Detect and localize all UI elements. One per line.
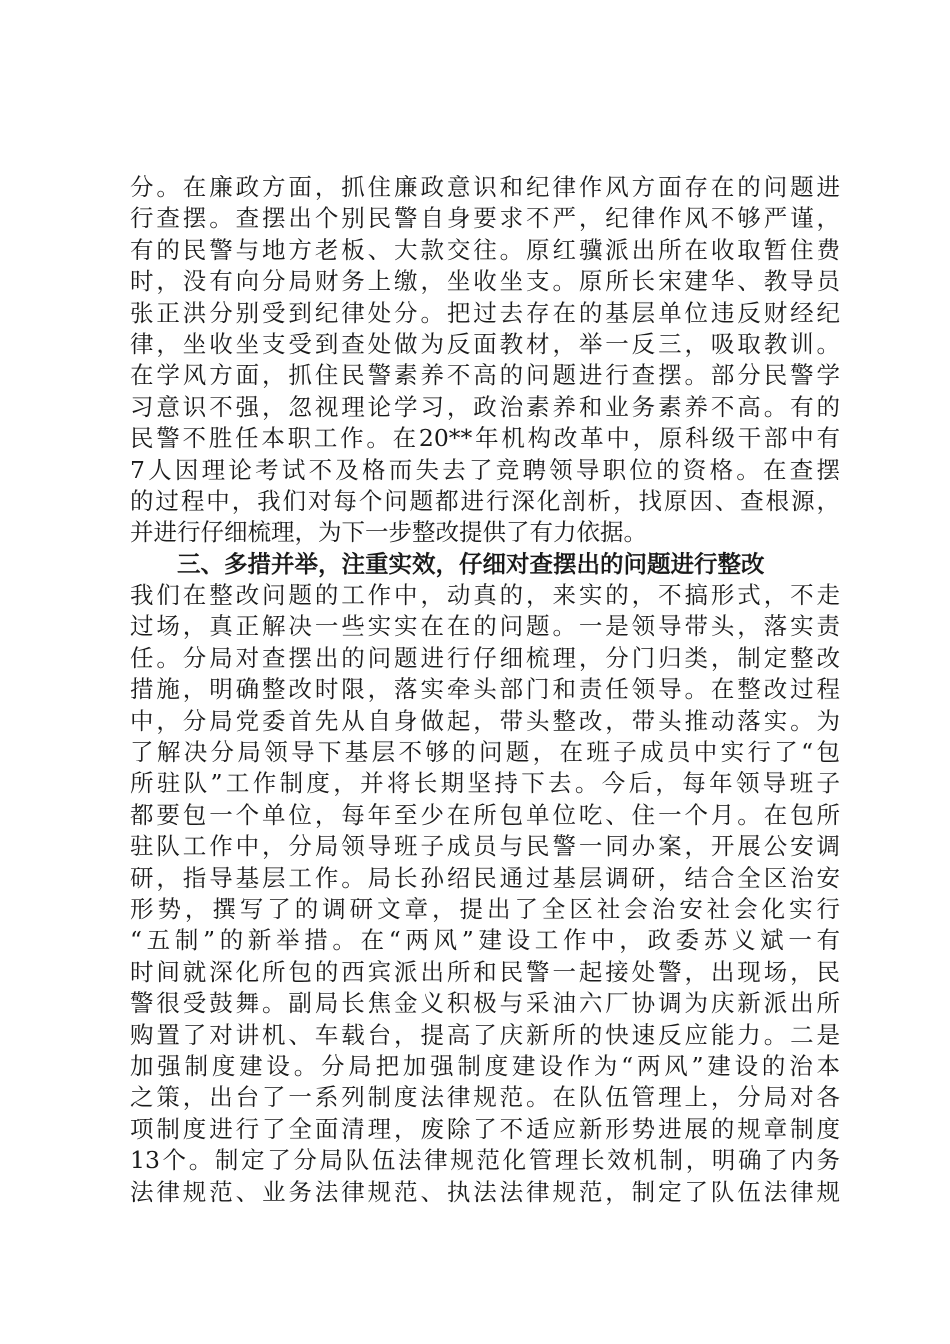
paragraph-1	[130, 172, 840, 549]
text-line: 习意识不强，忽视理论学习，政治素养和业务素养不高。有的	[130, 392, 840, 421]
text-line: 张正洪分别受到纪律处分。把过去存在的基层单位违反财经纪	[130, 298, 840, 327]
section-heading: 三、多措并举，注重实效，仔细对查摆出的问题进行整改	[177, 549, 765, 578]
text-line: 中，分局党委首先从自身做起，带头整改，带头推动落实。为	[130, 706, 840, 735]
text-line: 任。分局对查摆出的问题进行仔细梳理，分门归类，制定整改	[130, 643, 840, 672]
text-line: “五制”的新举措。在“两风”建设工作中，政委苏义斌一有	[130, 926, 840, 955]
text-line: 研，指导基层工作。局长孙绍民通过基层调研，结合全区治安	[130, 863, 840, 892]
text-line: 并进行仔细梳理，为下一步整改提供了有力依据。	[130, 518, 647, 547]
text-line: 之策，出台了一系列制度法律规范。在队伍管理上，分局对各	[130, 1083, 840, 1112]
text-line: 形势，撰写了的调研文章，提出了全区社会治安社会化实行	[130, 894, 840, 923]
text-line: 所驻队”工作制度，并将长期坚持下去。今后，每年领导班子	[130, 769, 840, 798]
text-line: 7人因理论考试不及格而失去了竞聘领导职位的资格。在查摆	[130, 455, 840, 484]
document-body	[130, 172, 840, 1208]
text-line: 我们在整改问题的工作中，动真的，来实的，不搞形式，不走	[130, 581, 840, 610]
text-line: 民警不胜任本职工作。在20**年机构改革中，原科级干部中有	[130, 424, 840, 453]
text-line: 项制度进行了全面清理，废除了不适应新形势进展的规章制度	[130, 1114, 840, 1143]
text-line: 加强制度建设。分局把加强制度建设作为“两风”建设的治本	[130, 1051, 840, 1080]
text-line: 行查摆。查摆出个别民警自身要求不严，纪律作风不够严谨，	[130, 204, 840, 233]
text-line: 都要包一个单位，每年至少在所包单位吃、住一个月。在包所	[130, 800, 840, 829]
text-line: 时，没有向分局财务上缴，坐收坐支。原所长宋建华、教导员	[130, 267, 840, 296]
text-line: 律，坐收坐支受到查处做为反面教材，举一反三，吸取教训。	[130, 329, 840, 358]
text-line: 购置了对讲机、车载台，提高了庆新所的快速反应能力。二是	[130, 1020, 840, 1049]
text-line: 分。在廉政方面，抓住廉政意识和纪律作风方面存在的问题进	[130, 173, 840, 201]
paragraph-2	[130, 580, 840, 1208]
text-line: 时间就深化所包的西宾派出所和民警一起接处警，出现场，民	[130, 957, 840, 986]
text-line: 在学风方面，抓住民警素养不高的问题进行查摆。部分民警学	[130, 361, 840, 390]
text-line: 的过程中，我们对每个问题都进行深化剖析，找原因、查根源，	[130, 486, 840, 515]
text-line: 13个。制定了分局队伍法律规范化管理长效机制，明确了内务	[130, 1146, 840, 1175]
text-line: 措施，明确整改时限，落实牵头部门和责任领导。在整改过程	[130, 675, 840, 704]
text-line: 过场，真正解决一些实实在在的问题。一是领导带头，落实责	[130, 612, 840, 641]
text-line: 有的民警与地方老板、大款交往。原红骥派出所在收取暂住费	[130, 235, 840, 264]
text-line: 警很受鼓舞。副局长焦金义积极与采油六厂协调为庆新派出所	[130, 989, 840, 1018]
text-line: 驻队工作中，分局领导班子成员与民警一同办案，开展公安调	[130, 832, 840, 861]
text-line: 法律规范、业务法律规范、执法法律规范，制定了队伍法律规	[130, 1177, 840, 1206]
text-line: 了解决分局领导下基层不够的问题，在班子成员中实行了“包	[130, 738, 840, 767]
